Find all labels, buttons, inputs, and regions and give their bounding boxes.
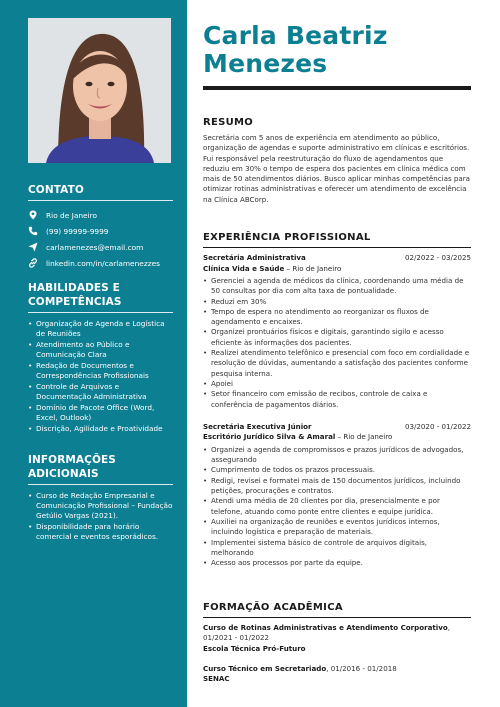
job-company: Escritório Jurídico Silva & Amaral (203, 432, 336, 442)
additional-list (28, 491, 173, 543)
contact-phone (28, 223, 173, 239)
experience-title: EXPERIÊNCIA PROFISSIONAL (203, 232, 371, 243)
additional-section (28, 453, 173, 543)
list-item: • Redação de Documentos e Correspondências Profissionais (28, 361, 173, 381)
list-item: • Auxiliei na organização de reuniões e eventos jurídicos internos, incluindo logística e preparação de materiais. (203, 517, 471, 538)
skills-title: HABILIDADES E COMPETÊNCIAS (28, 282, 173, 313)
job-dates: 03/2020 - 01/2022 (404, 421, 471, 431)
sidebar (0, 0, 187, 707)
name-divider (203, 86, 471, 90)
job-company-line (203, 264, 471, 275)
list-item: • Redigi, revisei e formatei mais de 150 documentos jurídicos, incluindo petições, procurações e contratos. (203, 476, 471, 497)
list-item: • Atendi uma média de 20 clientes por dia, presencialmente e por telefone, atuando como ponte entre clientes e equipe jurídica. (203, 496, 471, 517)
list-item: • Organização de Agenda e Logística de Reuniões (28, 319, 173, 339)
job-header (203, 422, 471, 433)
candidate-name (203, 22, 473, 78)
list-item: • Curso de Redação Empresarial e Comunicação Profissional – Fundação Getúlio Vargas (2021). (28, 491, 173, 522)
job-entry (203, 253, 471, 410)
education-school: SENAC (203, 674, 230, 684)
profile-photo (28, 18, 171, 163)
job-role: Secretária Executiva Júnior (203, 421, 312, 431)
education-course-line (203, 664, 471, 674)
education-course: Curso Técnico em Secretariado (203, 663, 327, 673)
job-header (203, 253, 471, 264)
linkedin-link[interactable]: linkedin.com/in/carlamenezzes (46, 258, 160, 268)
education-section (203, 601, 471, 684)
contact-linkedin[interactable] (28, 255, 173, 271)
list-item: • Disponibilidade para horário comercial e eventos esporádicos. (28, 522, 173, 542)
education-period: , 01/2016 - 01/2018 (326, 663, 397, 673)
job-bullets (203, 276, 471, 410)
list-item: • Acesso aos processos por parte da equipe. (203, 558, 471, 568)
list-item: • Reduzi em 30% (203, 297, 471, 307)
list-item: • Apoiei (203, 379, 471, 389)
list-item: • Tempo de espera no atendimento ao reorganizar os fluxos de agendamento e encaixes. (203, 307, 471, 328)
skills-section (28, 282, 173, 434)
job-bullets (203, 445, 471, 569)
link-icon (28, 258, 38, 268)
list-item: • Gerenciei a agenda de médicos da clínica, coordenando uma média de 50 consultas por dia com alta taxa de pontualidade. (203, 276, 471, 297)
last-name: Menezes (203, 49, 328, 78)
list-item: • Organizei a agenda de compromissos e prazos jurídicos de advogados, assegurando (203, 445, 471, 466)
contact-email[interactable] (28, 239, 173, 255)
education-school: Escola Técnica Pró-Futuro (203, 643, 306, 653)
list-item: • Discrição, Agilidade e Proatividade (28, 424, 173, 434)
education-course: Curso de Rotinas Administrativas e Atendimento Corporativo (203, 623, 448, 632)
list-item: • Domínio de Pacote Office (Word, Excel, Outlook) (28, 403, 173, 423)
experience-section (203, 231, 471, 568)
list-item: • Setor financeiro com emissão de recibos, controle de caixa e conferência de pagamentos diários. (203, 389, 471, 410)
job-company-line (203, 432, 471, 443)
location-pin-icon (28, 210, 38, 220)
job-entry (203, 422, 471, 569)
education-title: FORMAÇÃO ACADÊMICA (203, 602, 343, 613)
list-item: • Realizei atendimento telefônico e presencial com foco em cordialidade e resolução de dúvidas, aumentando a satisfação dos pacientes conforme pesquisa interna. (203, 348, 471, 379)
summary-text: Secretária com 5 anos de experiência em atendimento ao público, organização de agendas e suporte administrativo em clínicas e escritórios. Fui responsável pela reestruturação do fluxo de agendamentos que reduziu em 30% o tempo de espera dos pacientes em clínica médica com mais de 50 atendimentos diários. Busco aplicar minhas competências para otimizar rotinas administrativas e oferecer um atendimento de excelência na Clínica ABCorp. (203, 133, 471, 204)
list-item: • Implementei sistema básico de controle de arquivos digitais, melhorando (203, 538, 471, 559)
skills-list (28, 319, 173, 434)
job-role: Secretária Administrativa (203, 253, 306, 262)
phone-text: (99) 99999-9999 (46, 226, 109, 236)
education-entry (203, 623, 471, 654)
education-course-line (203, 623, 471, 644)
additional-title: INFORMAÇÕES ADICIONAIS (28, 453, 173, 485)
summary-section (203, 116, 471, 205)
job-location: – Rio de Janeiro (284, 263, 342, 273)
list-item: • Cumprimento de todos os prazos processuais. (203, 465, 471, 475)
education-period: , 01/2021 - 01/2022 (203, 623, 450, 643)
job-dates: 02/2022 - 03/2025 (404, 253, 471, 262)
summary-title: RESUMO (203, 117, 254, 128)
list-item: • Atendimento ao Público e Comunicação Clara (28, 340, 173, 360)
job-location: – Rio de Janeiro (335, 432, 393, 442)
first-name: Carla Beatriz (203, 21, 388, 50)
email-link[interactable]: carlamenezes@email.com (46, 242, 144, 252)
section-divider (203, 617, 471, 618)
section-divider (203, 247, 471, 248)
contact-title: CONTATO (28, 183, 173, 201)
job-company: Clínica Vida e Saúde (203, 263, 285, 273)
contact-location (28, 207, 173, 223)
list-item: • Controle de Arquivos e Documentação Administrativa (28, 382, 173, 402)
education-entry (203, 664, 471, 685)
list-item: • Organizei prontuários físicos e digitais, garantindo sigilo e acesso eficiente às informações dos pacientes. (203, 327, 471, 348)
contact-section (28, 183, 173, 271)
phone-icon (28, 226, 38, 236)
location-text: Rio de Janeiro (46, 210, 98, 220)
send-icon (28, 242, 38, 252)
